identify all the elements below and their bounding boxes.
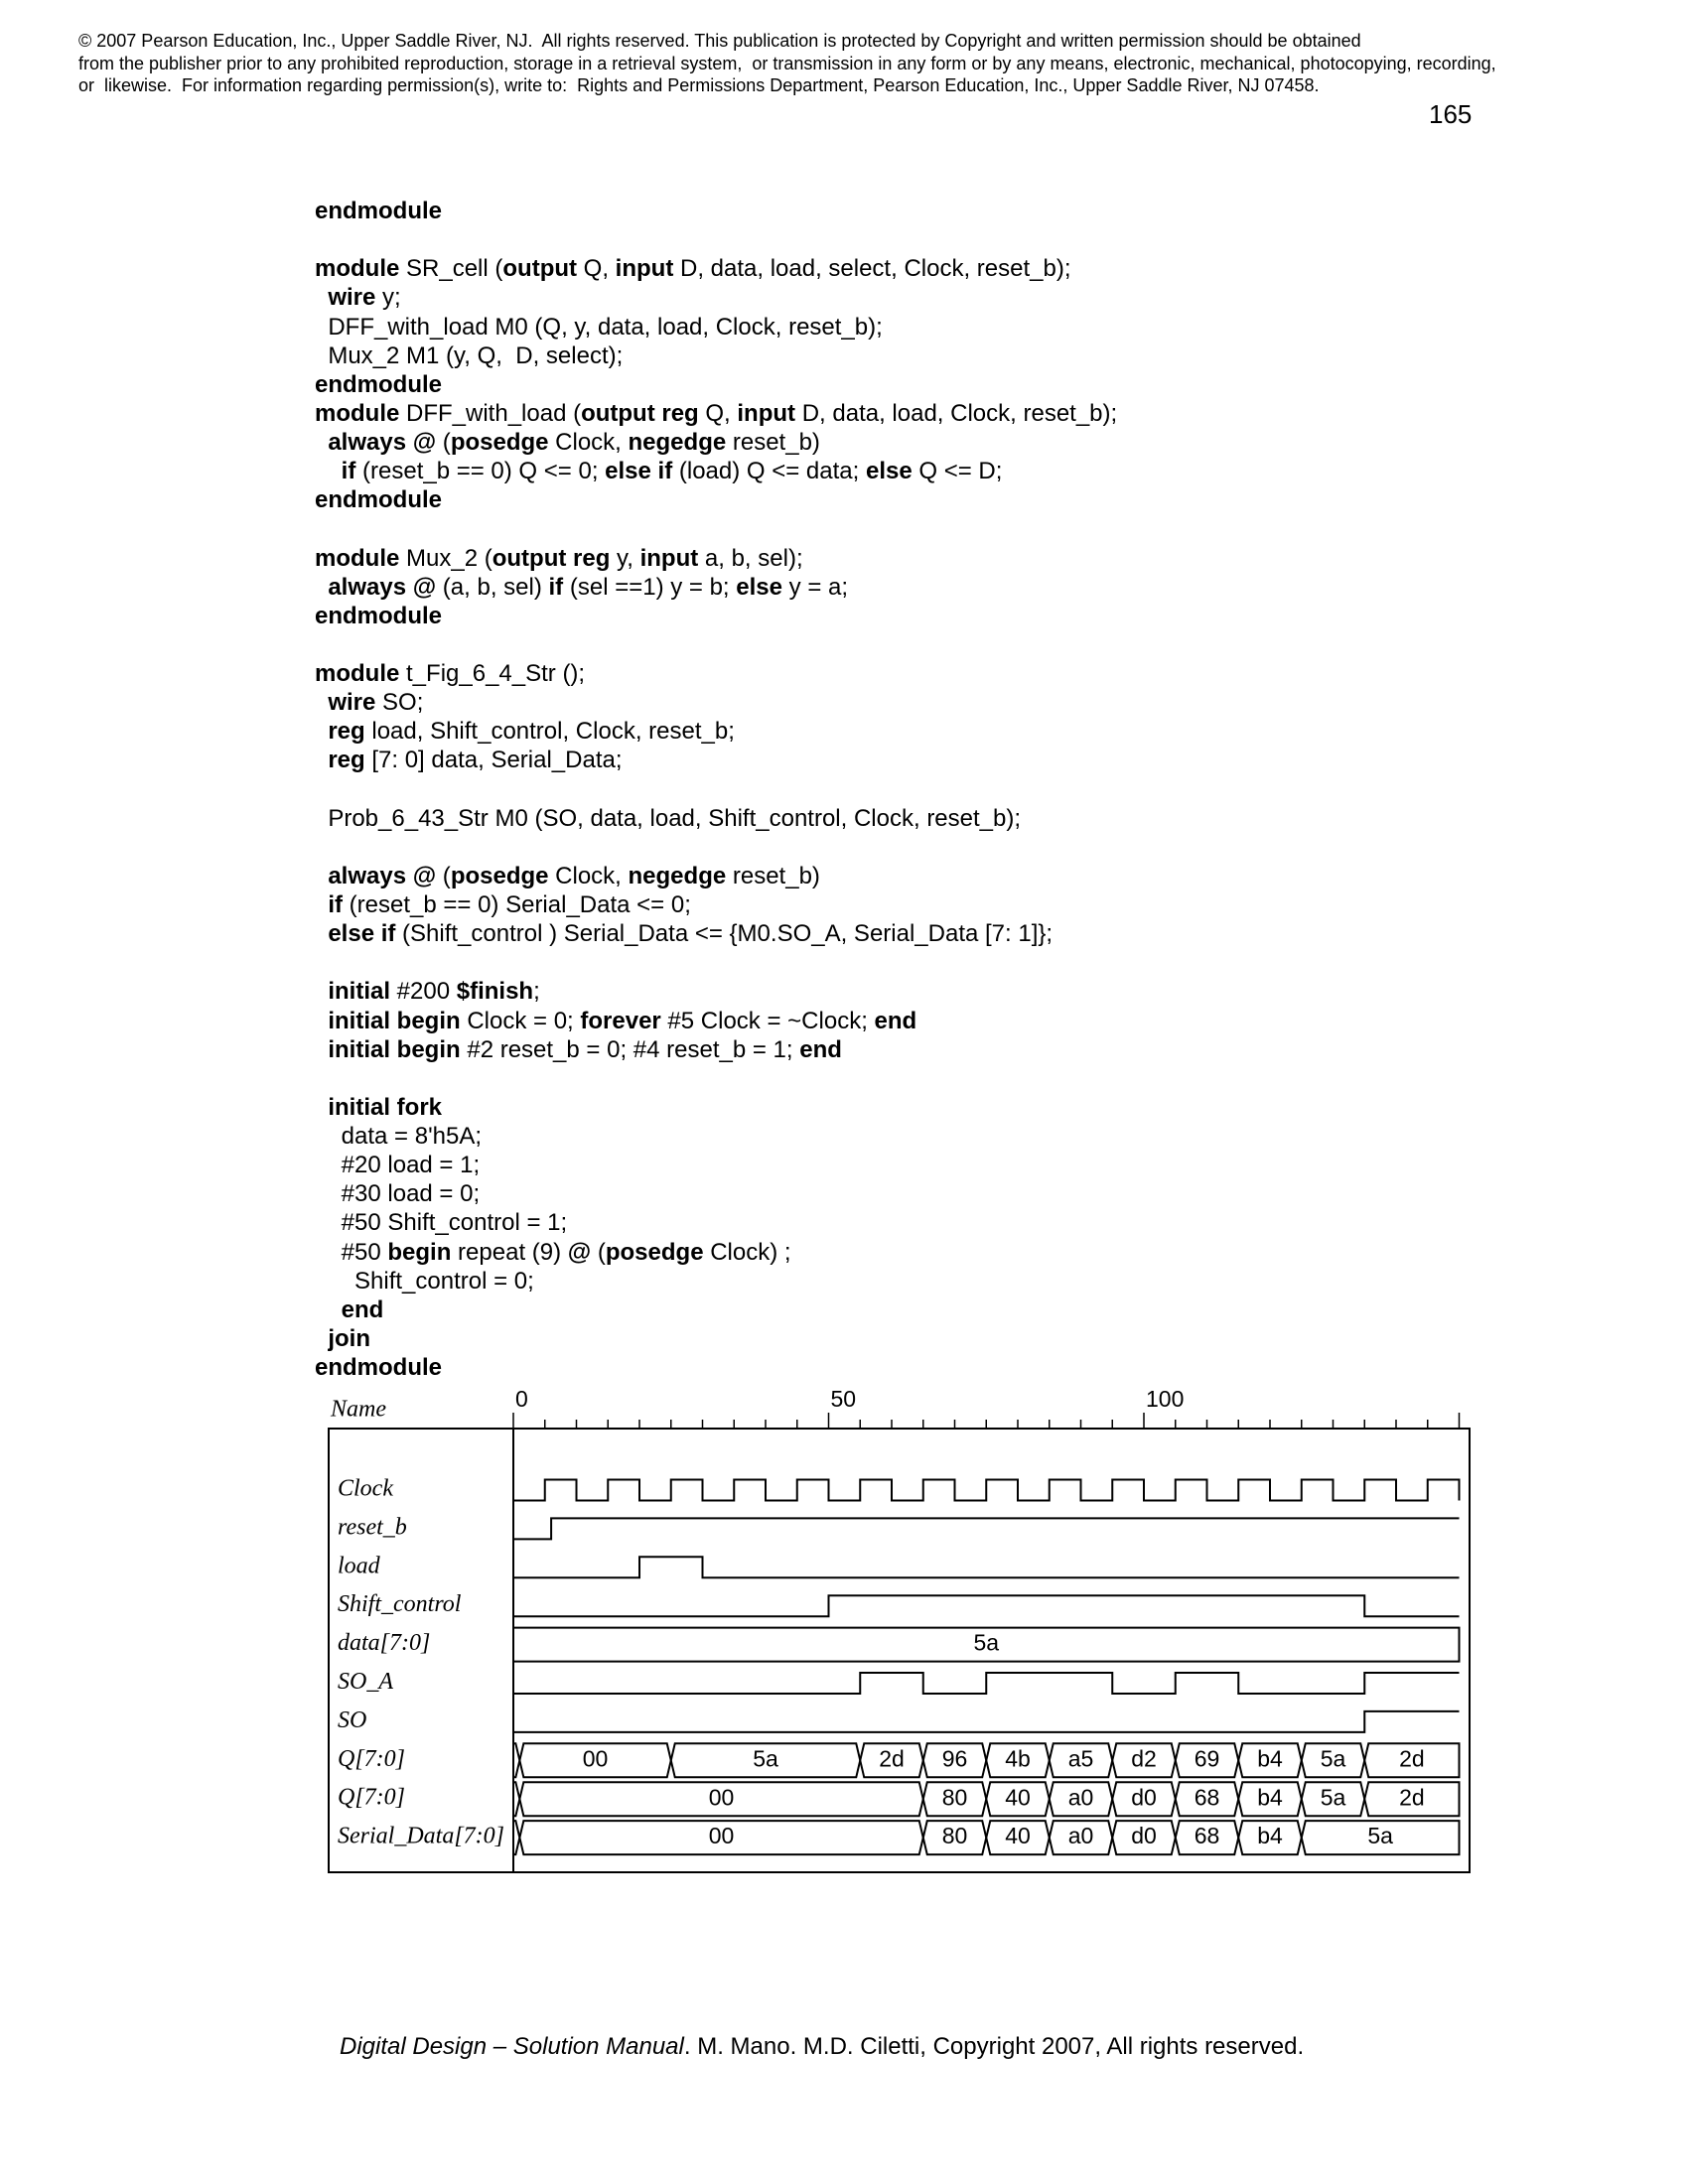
bus-value-label: 40 <box>1005 1823 1031 1849</box>
code-keyword: $finish <box>456 978 534 1006</box>
bus-value-label: 40 <box>1005 1784 1031 1811</box>
code-keyword: else if <box>315 920 396 948</box>
bus-value-label: a0 <box>1067 1823 1094 1849</box>
page-number: 165 <box>1429 99 1473 129</box>
code-text: DFF_with_load M0 (Q, y, data, load, Clock, reset_b); <box>315 313 883 341</box>
code-keyword: wire <box>315 284 376 312</box>
code-text: reset_b) <box>726 862 820 889</box>
bus-value-label: 5a <box>1320 1745 1346 1772</box>
code-text: [7: 0] data, Serial_Data; <box>364 747 623 774</box>
code-keyword: if <box>315 458 356 485</box>
signal-label: SO_A <box>338 1669 393 1696</box>
digital-waveform <box>513 1595 1460 1616</box>
signal-label: Clock <box>338 1475 393 1502</box>
clock-waveform <box>513 1480 1460 1501</box>
signal-label: load <box>338 1553 380 1579</box>
code-keyword: end <box>315 1296 384 1323</box>
code-keyword: if <box>315 891 343 918</box>
code-keyword: else <box>865 458 913 485</box>
code-keyword: always @ <box>315 862 437 889</box>
code-keyword: input <box>737 399 796 427</box>
bus-value-label: 5a <box>1320 1784 1346 1811</box>
code-keyword: end <box>874 1007 917 1034</box>
code-text: Q <= D; <box>912 458 1003 485</box>
code-keyword: initial begin <box>315 1035 461 1063</box>
signal-label: Q[7:0] <box>338 1745 406 1772</box>
code-text: y, <box>610 544 640 572</box>
signal-label: data[7:0] <box>338 1630 431 1657</box>
bus-value-label: 4b <box>1005 1745 1031 1772</box>
digital-waveform <box>513 1673 1460 1694</box>
code-keyword: module <box>315 399 400 427</box>
code-keyword: end <box>799 1035 842 1063</box>
code-text: D, data, load, Clock, reset_b); <box>795 399 1118 427</box>
bus-value-label: 80 <box>941 1823 968 1849</box>
bus-value-label: b4 <box>1257 1823 1283 1849</box>
bus-value-label: a5 <box>1067 1745 1094 1772</box>
signal-label: reset_b <box>338 1514 407 1541</box>
code-text: (a, b, sel) <box>436 573 549 601</box>
code-text: (sel ==1) y = b; <box>563 573 737 601</box>
code-text: Clock) ; <box>703 1238 791 1266</box>
code-text: #20 load = 1; <box>315 1152 481 1179</box>
bus-value-label: 96 <box>941 1745 968 1772</box>
time-tick-label: 0 <box>515 1386 528 1413</box>
bus-value-label: 00 <box>708 1823 735 1849</box>
code-keyword: output reg <box>492 544 611 572</box>
code-keyword: posedge <box>450 862 549 889</box>
code-keyword: initial fork <box>315 1093 443 1121</box>
code-keyword: endmodule <box>315 1354 443 1381</box>
code-text: repeat (9) <box>451 1238 568 1266</box>
digital-waveform <box>513 1711 1460 1732</box>
code-text: data = 8'h5A; <box>315 1123 483 1150</box>
code-keyword: forever <box>580 1007 661 1034</box>
name-column-header: Name <box>331 1396 386 1423</box>
bus-value-label: 2d <box>1399 1745 1425 1772</box>
copyright-line: or likewise. For information regarding permission(s), write to: Rights and Permissions Department, Pearson Education, Inc., Upper Saddle River, NJ 07458. <box>78 75 1320 95</box>
code-keyword: wire <box>315 689 376 717</box>
code-keyword: else <box>736 573 782 601</box>
time-tick-label: 50 <box>830 1386 857 1413</box>
bus-value-label: 5a <box>1367 1823 1393 1849</box>
code-text: load, Shift_control, Clock, reset_b; <box>364 718 735 746</box>
code-text: ( <box>436 862 451 889</box>
code-text: Q, <box>577 255 616 283</box>
code-text: Clock, <box>548 429 629 456</box>
copyright-line: © 2007 Pearson Education, Inc., Upper Saddle River, NJ. All rights reserved. This publication is protected by Copyright and written permission should be obtained <box>78 31 1361 51</box>
bus-value-label: 69 <box>1194 1745 1220 1772</box>
code-keyword: join <box>315 1324 370 1352</box>
code-text: DFF_with_load ( <box>399 399 582 427</box>
digital-waveform <box>513 1557 1460 1577</box>
code-keyword: posedge <box>605 1238 704 1266</box>
code-keyword: if <box>548 573 564 601</box>
bus-value-label: 00 <box>708 1784 735 1811</box>
signal-label: Shift_control <box>338 1591 462 1618</box>
code-text: Shift_control = 0; <box>315 1267 534 1295</box>
diagram-frame <box>329 1429 1470 1872</box>
code-keyword: input <box>639 544 699 572</box>
bus-value-label: b4 <box>1257 1784 1283 1811</box>
code-text: Q, <box>698 399 738 427</box>
code-text: (reset_b == 0) Serial_Data <= 0; <box>343 891 691 918</box>
code-text: #200 <box>390 978 457 1006</box>
code-keyword: initial begin <box>315 1007 461 1034</box>
code-text: ( <box>591 1238 606 1266</box>
code-keyword: begin <box>387 1238 452 1266</box>
code-text: Mux_2 ( <box>399 544 492 572</box>
bus-value-label: 68 <box>1194 1823 1220 1849</box>
code-text: #30 load = 0; <box>315 1180 481 1208</box>
code-keyword: reg <box>315 747 365 774</box>
code-text: SR_cell ( <box>399 255 503 283</box>
bus-value-label: 2d <box>1399 1784 1425 1811</box>
code-keyword: module <box>315 660 400 687</box>
code-text: reset_b) <box>726 429 820 456</box>
code-text: (Shift_control ) Serial_Data <= {M0.SO_A, Serial_Data [7: 1]}; <box>395 920 1054 948</box>
code-keyword: posedge <box>450 429 549 456</box>
bus-value-label: 5a <box>753 1745 778 1772</box>
code-text: #50 <box>315 1238 388 1266</box>
copyright-line: from the publisher prior to any prohibited reproduction, storage in a retrieval system, or transmission in any form or by any means, electronic, mechanical, photocopying, recording, <box>78 53 1496 73</box>
code-text: D, data, load, select, Clock, reset_b); <box>673 255 1071 283</box>
code-text: #2 reset_b = 0; #4 reset_b = 1; <box>460 1035 800 1063</box>
bus-value-label: 00 <box>582 1745 609 1772</box>
code-keyword: endmodule <box>315 602 443 629</box>
code-text: y; <box>375 284 401 312</box>
footer-book-title: Digital Design – Solution Manual <box>340 2033 684 2060</box>
code-text: #5 Clock = ~Clock; <box>660 1007 875 1034</box>
footer-credits: . M. Mano. M.D. Ciletti, Copyright 2007, All rights reserved. <box>683 2033 1305 2060</box>
code-keyword: initial <box>315 978 391 1006</box>
signal-label: SO <box>338 1706 367 1733</box>
code-text: (reset_b == 0) Q <= 0; <box>355 458 606 485</box>
bus-value-label: a0 <box>1067 1784 1094 1811</box>
bus-value-label: b4 <box>1257 1745 1283 1772</box>
bus-value-label: 2d <box>879 1745 905 1772</box>
signal-label: Q[7:0] <box>338 1784 406 1811</box>
digital-waveform <box>513 1518 1460 1539</box>
code-keyword: input <box>615 255 674 283</box>
code-keyword: endmodule <box>315 370 443 398</box>
code-keyword: endmodule <box>315 198 443 224</box>
bus-value-label: 5a <box>973 1629 1000 1656</box>
code-text: ( <box>436 429 451 456</box>
signal-label: Serial_Data[7:0] <box>338 1823 504 1849</box>
code-keyword: module <box>315 255 400 283</box>
code-text: ; <box>533 978 540 1006</box>
code-keyword: negedge <box>628 429 727 456</box>
code-text: y = a; <box>782 573 849 601</box>
bus-value-label: d2 <box>1131 1745 1157 1772</box>
bus-value-label: 80 <box>941 1784 968 1811</box>
code-text: Prob_6_43_Str M0 (SO, data, load, Shift_control, Clock, reset_b); <box>315 804 1022 832</box>
time-tick-label: 100 <box>1146 1386 1185 1413</box>
code-text: Clock = 0; <box>460 1007 581 1034</box>
code-keyword: reg <box>315 718 365 746</box>
code-keyword: always @ <box>315 573 437 601</box>
bus-value-label: d0 <box>1131 1784 1157 1811</box>
code-keyword: module <box>315 544 400 572</box>
code-text: Mux_2 M1 (y, Q, D, select); <box>315 341 624 369</box>
code-text: #50 Shift_control = 1; <box>315 1209 568 1237</box>
bus-value-label: d0 <box>1131 1823 1157 1849</box>
code-keyword: @ <box>567 1238 592 1266</box>
code-text: SO; <box>375 689 424 717</box>
code-keyword: always @ <box>315 429 437 456</box>
code-text: (load) Q <= data; <box>672 458 866 485</box>
code-text: t_Fig_6_4_Str (); <box>399 660 586 687</box>
code-keyword: negedge <box>628 862 727 889</box>
code-keyword: output <box>502 255 577 283</box>
page-footer <box>340 2033 1304 2061</box>
code-keyword: else if <box>605 458 673 485</box>
code-keyword: output reg <box>581 399 699 427</box>
code-keyword: endmodule <box>315 486 443 514</box>
code-text: a, b, sel); <box>698 544 803 572</box>
bus-value-label: 68 <box>1194 1784 1220 1811</box>
code-text: Clock, <box>548 862 629 889</box>
